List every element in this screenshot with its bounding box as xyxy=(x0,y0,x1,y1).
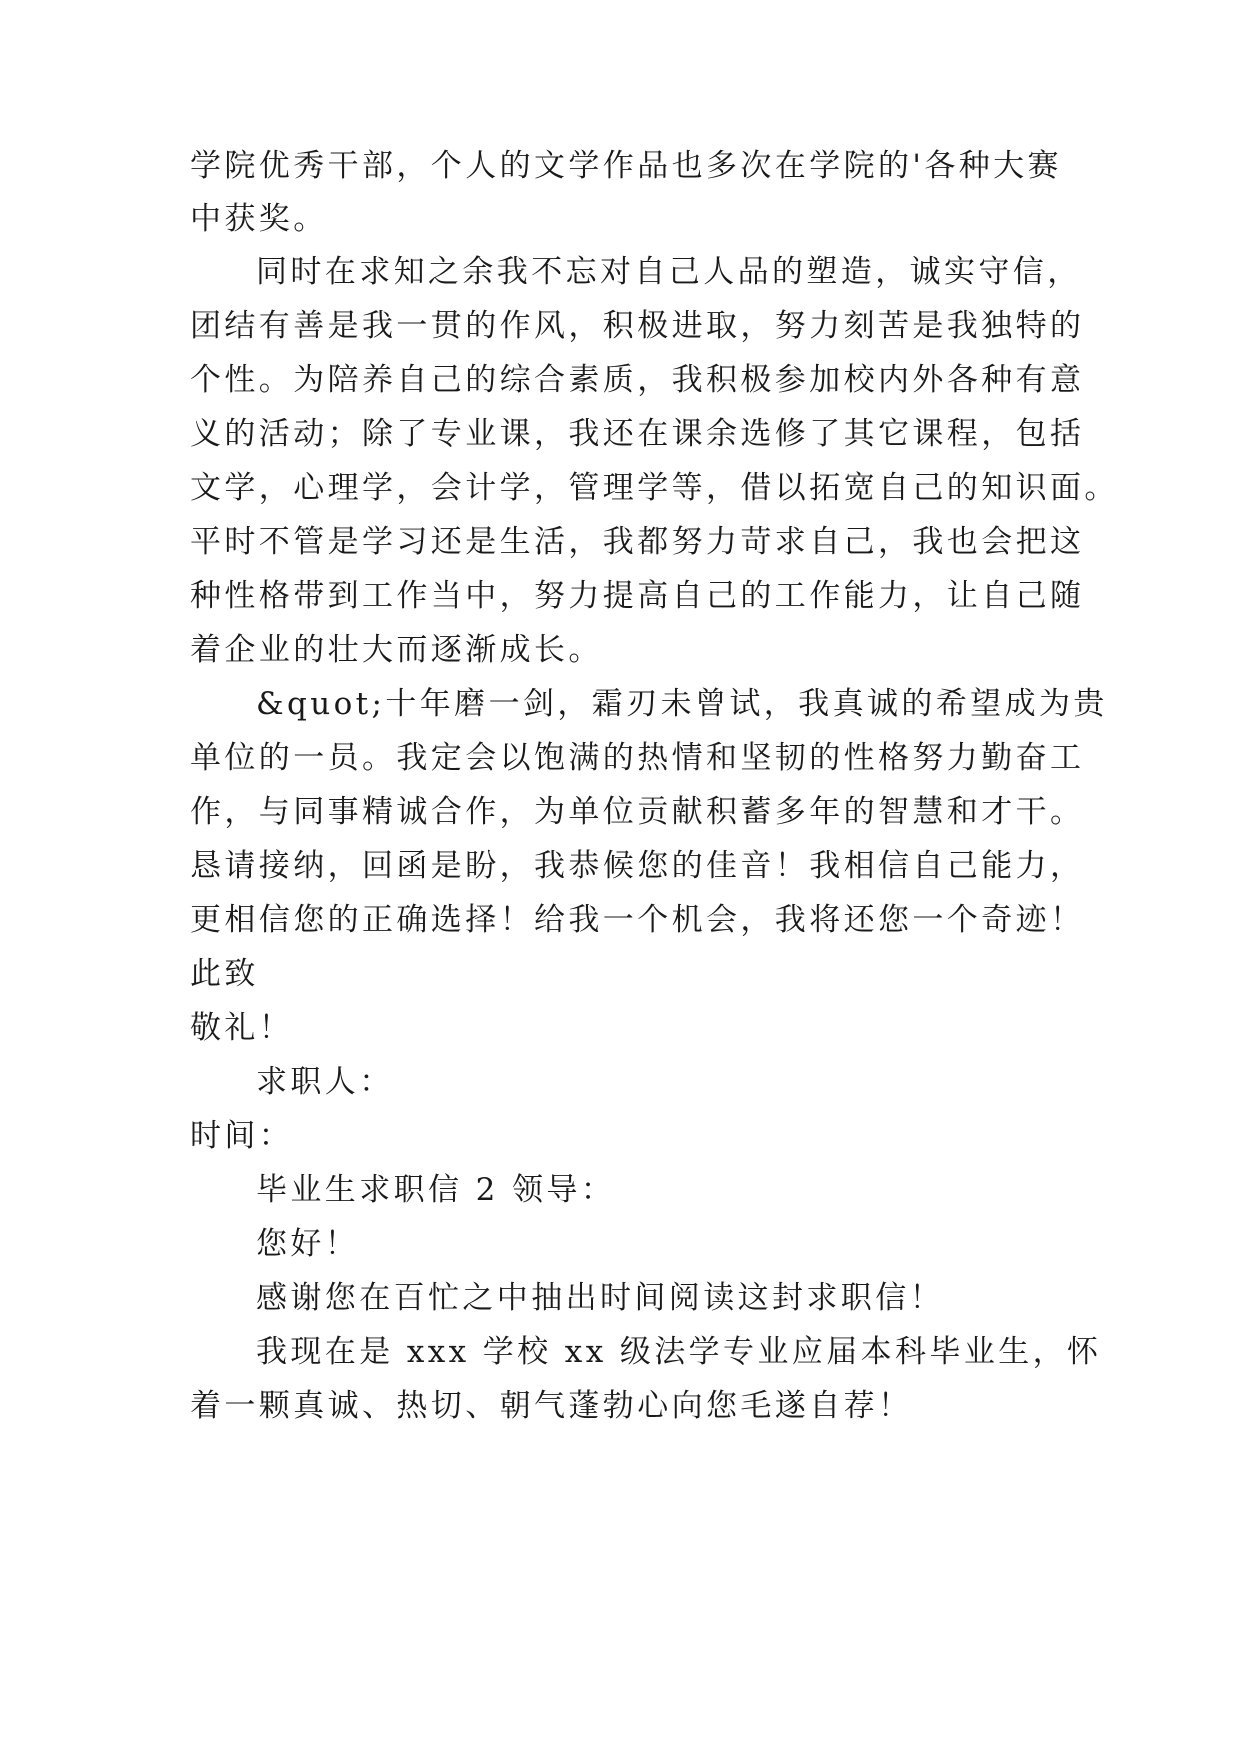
section-heading: 毕业生求职信 2 领导： xyxy=(256,1172,616,1208)
text-line: 着企业的壮大而逐渐成长。 xyxy=(190,632,603,668)
text-line: 恳请接纳，回函是盼，我恭候您的佳音！我相信自己能力， xyxy=(190,848,1085,884)
text-line: 文学，心理学，会计学，管理学等，借以拓宽自己的知识面。 xyxy=(190,470,1119,506)
text-line: 义的活动；除了专业课，我还在课余选修了其它课程，包括 xyxy=(190,416,1085,452)
text-line: 中获奖。 xyxy=(190,201,328,237)
paragraph-line: 感谢您在百忙之中抽出时间阅读这封求职信！ xyxy=(256,1280,944,1316)
text-line: 着一颗真诚、热切、朝气蓬勃心向您毛遂自荐！ xyxy=(190,1388,913,1424)
paragraph-line: 同时在求知之余我不忘对自己人品的塑造，诚实守信， xyxy=(256,254,1082,290)
text-line: 作，与同事精诚合作，为单位贡献积蓄多年的智慧和才干。 xyxy=(190,794,1085,830)
date-label: 时间： xyxy=(190,1118,294,1154)
text-line: 单位的一员。我定会以饱满的热情和坚韧的性格努力勤奋工 xyxy=(190,740,1085,776)
text-line: 个性。为陪养自己的综合素质，我积极参加校内外各种有意 xyxy=(190,362,1085,398)
paragraph-line: &quot;十年磨一剑，霜刃未曾试，我真诚的希望成为贵 xyxy=(256,686,1108,722)
text-line: 种性格带到工作当中，努力提高自己的工作能力，让自己随 xyxy=(190,578,1085,614)
paragraph-line: 我现在是 xxx 学校 xx 级法学专业应届本科毕业生，怀 xyxy=(256,1334,1102,1370)
text-line: 学院优秀干部，个人的文学作品也多次在学院的'各种大赛 xyxy=(190,148,1062,184)
signature-label: 求职人： xyxy=(256,1064,394,1100)
closing-line: 此致 xyxy=(190,956,259,992)
greeting-line: 您好！ xyxy=(256,1226,360,1262)
text-line: 平时不管是学习还是生活，我都努力苛求自己，我也会把这 xyxy=(190,524,1085,560)
text-line: 团结有善是我一贯的作风，积极进取，努力刻苦是我独特的 xyxy=(190,308,1085,344)
salutation-line: 敬礼！ xyxy=(190,1010,294,1046)
text-line: 更相信您的正确选择！给我一个机会，我将还您一个奇迹！ xyxy=(190,902,1085,938)
